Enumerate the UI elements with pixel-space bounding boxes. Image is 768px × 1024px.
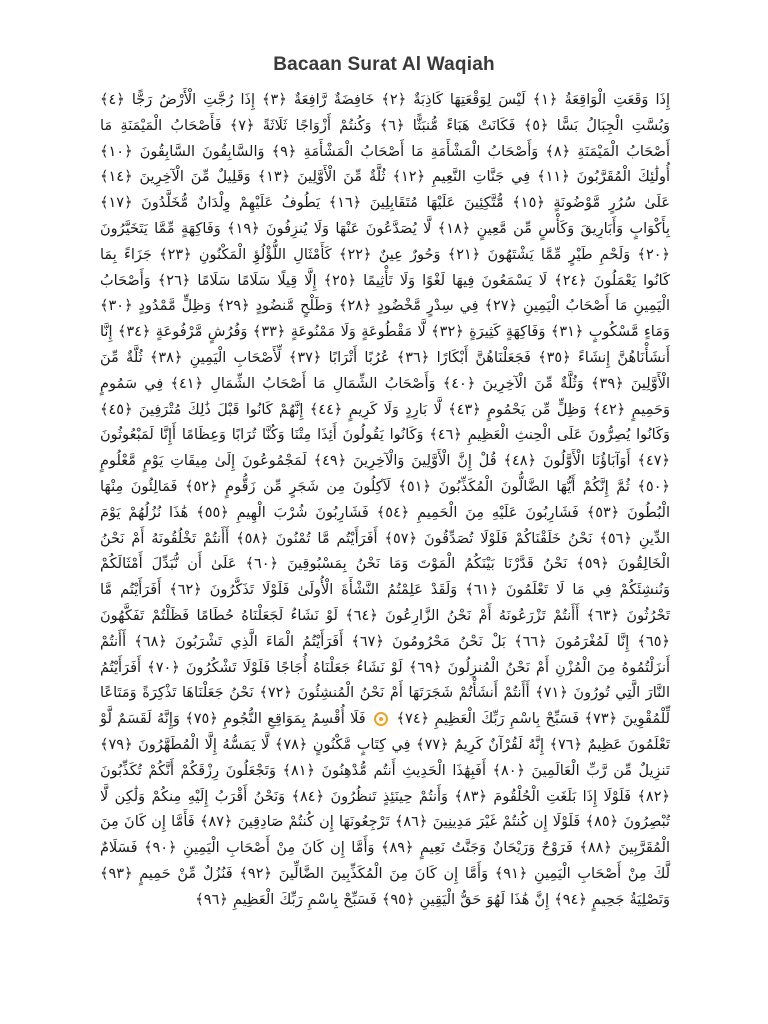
sajdah-marker-icon — [374, 712, 388, 726]
surah-text-part-2: فَلَا أُقْسِمُ بِمَوَاقِعِ النُّجُومِ ﴿٧٥﴾ وَإِنَّهُ لَقَسَمٌ لَّوْ تَعْلَمُونَ عَظِيمٌ ﴿٧٦﴾ إِنَّهُ لَقُرْآنٌ كَرِيمٌ ﴿٧٧﴾ فِي كِتَابٍ مَّكْنُونٍ ﴿٧٨﴾ لَّا يَمَسُّهُ إِلَّا الْمُطَهَّرُونَ ﴿٧٩﴾ تَنزِيلٌ مِّن رَّبِّ الْعَالَمِينَ ﴿٨٠﴾ أَفَبِهَٰذَا الْحَدِيثِ أَنتُم مُّدْهِنُونَ ﴿٨١﴾ وَتَجْعَلُونَ رِزْقَكُمْ أَنَّكُمْ تُكَذِّبُونَ ﴿٨٢﴾ فَلَوْلَا إِذَا بَلَغَتِ الْحُلْقُومَ ﴿٨٣﴾ وَأَنتُمْ حِينَئِذٍ تَنظُرُونَ ﴿٨٤﴾ وَنَحْنُ أَقْرَبُ إِلَيْهِ مِنكُمْ وَلَٰكِن لَّا تُبْصِرُونَ ﴿٨٥﴾ فَلَوْلَا إِن كُنتُمْ غَيْرَ مَدِينِينَ ﴿٨٦﴾ تَرْجِعُونَهَا إِن كُنتُمْ صَادِقِينَ ﴿٨٧﴾ فَأَمَّا إِن كَانَ مِنَ الْمُقَرَّبِينَ ﴿٨٨﴾ فَرَوْحٌ وَرَيْحَانٌ وَجَنَّتُ نَعِيمٍ ﴿٨٩﴾ وَأَمَّا إِن كَانَ مِنْ أَصْحَابِ الْيَمِينِ ﴿٩٠﴾ فَسَلَامٌ لَّكَ مِنْ أَصْحَابِ الْيَمِينِ ﴿٩١﴾ وَأَمَّا إِن كَانَ مِنَ الْمُكَذِّبِينَ الضَّالِّينَ ﴿٩٢﴾ فَنُزُلٌ مِّنْ حَمِيمٍ ﴿٩٣﴾ وَتَصْلِيَةُ جَحِيمٍ ﴿٩٤﴾ إِنَّ هَٰذَا لَهُوَ حَقُّ الْيَقِينِ ﴿٩٥﴾ فَسَبِّحْ بِاسْمِ رَبِّكَ الْعَظِيمِ ﴿٩٦﴾ — [100, 711, 671, 908]
page-title: Bacaan Surat Al Waqiah — [273, 54, 495, 75]
surah-text-part-1: إِذَا وَقَعَتِ الْوَاقِعَةُ ﴿١﴾ لَيْسَ لِوَقْعَتِهَا كَاذِبَةٌ ﴿٢﴾ خَافِضَةٌ رَّافِعَةٌ ﴿٣﴾ إِذَا رُجَّتِ الْأَرْضُ رَجًّا ﴿٤﴾ وَبُسَّتِ الْجِبَالُ بَسًّا ﴿٥﴾ فَكَانَتْ هَبَاءً مُّنبَثًّا ﴿٦﴾ وَكُنتُمْ أَزْوَاجًا ثَلَاثَةً ﴿٧﴾ فَأَصْحَابُ الْمَيْمَنَةِ مَا أَصْحَابُ الْمَيْمَنَةِ ﴿٨﴾ وَأَصْحَابُ الْمَشْأَمَةِ مَا أَصْحَابُ الْمَشْأَمَةِ ﴿٩﴾ وَالسَّابِقُونَ السَّابِقُونَ ﴿١٠﴾ أُولَٰئِكَ الْمُقَرَّبُونَ ﴿١١﴾ فِي جَنَّاتِ النَّعِيمِ ﴿١٢﴾ ثُلَّةٌ مِّنَ الْأَوَّلِينَ ﴿١٣﴾ وَقَلِيلٌ مِّنَ الْآخِرِينَ ﴿١٤﴾ عَلَىٰ سُرُرٍ مَّوْضُونَةٍ ﴿١٥﴾ مُّتَّكِئِينَ عَلَيْهَا مُتَقَابِلِينَ ﴿١٦﴾ يَطُوفُ عَلَيْهِمْ وِلْدَانٌ مُّخَلَّدُونَ ﴿١٧﴾ بِأَكْوَابٍ وَأَبَارِيقَ وَكَأْسٍ مِّن مَّعِينٍ ﴿١٨﴾ لَّا يُصَدَّعُونَ عَنْهَا وَلَا يُنزِفُونَ ﴿١٩﴾ وَفَاكِهَةٍ مِّمَّا يَتَخَيَّرُونَ ﴿٢٠﴾ وَلَحْمِ طَيْرٍ مِّمَّا يَشْتَهُونَ ﴿٢١﴾ وَحُورٌ عِينٌ ﴿٢٢﴾ كَأَمْثَالِ اللُّؤْلُؤِ الْمَكْنُونِ ﴿٢٣﴾ جَزَاءً بِمَا كَانُوا يَعْمَلُونَ ﴿٢٤﴾ لَا يَسْمَعُونَ فِيهَا لَغْوًا وَلَا تَأْثِيمًا ﴿٢٥﴾ إِلَّا قِيلًا سَلَامًا سَلَامًا ﴿٢٦﴾ وَأَصْحَابُ الْيَمِينِ مَا أَصْحَابُ الْيَمِينِ ﴿٢٧﴾ فِي سِدْرٍ مَّخْضُودٍ ﴿٢٨﴾ وَطَلْحٍ مَّنضُودٍ ﴿٢٩﴾ وَظِلٍّ مَّمْدُودٍ ﴿٣٠﴾ وَمَاءٍ مَّسْكُوبٍ ﴿٣١﴾ وَفَاكِهَةٍ كَثِيرَةٍ ﴿٣٢﴾ لَّا مَقْطُوعَةٍ وَلَا مَمْنُوعَةٍ ﴿٣٣﴾ وَفُرُشٍ مَّرْفُوعَةٍ ﴿٣٤﴾ إِنَّا أَنشَأْنَاهُنَّ إِنشَاءً ﴿٣٥﴾ فَجَعَلْنَاهُنَّ أَبْكَارًا ﴿٣٦﴾ عُرُبًا أَتْرَابًا ﴿٣٧﴾ لِّأَصْحَابِ الْيَمِينِ ﴿٣٨﴾ ثُلَّةٌ مِّنَ الْأَوَّلِينَ ﴿٣٩﴾ وَثُلَّةٌ مِّنَ الْآخِرِينَ ﴿٤٠﴾ وَأَصْحَابُ الشِّمَالِ مَا أَصْحَابُ الشِّمَالِ ﴿٤١﴾ فِي سَمُومٍ وَحَمِيمٍ ﴿٤٢﴾ وَظِلٍّ مِّن يَحْمُومٍ ﴿٤٣﴾ لَّا بَارِدٍ وَلَا كَرِيمٍ ﴿٤٤﴾ إِنَّهُمْ كَانُوا قَبْلَ ذَٰلِكَ مُتْرَفِينَ ﴿٤٥﴾ وَكَانُوا يُصِرُّونَ عَلَى الْحِنثِ الْعَظِيمِ ﴿٤٦﴾ وَكَانُوا يَقُولُونَ أَئِذَا مِتْنَا وَكُنَّا تُرَابًا وَعِظَامًا أَإِنَّا لَمَبْعُوثُونَ ﴿٤٧﴾ أَوَآبَاؤُنَا الْأَوَّلُونَ ﴿٤٨﴾ قُلْ إِنَّ الْأَوَّلِينَ وَالْآخِرِينَ ﴿٤٩﴾ لَمَجْمُوعُونَ إِلَىٰ مِيقَاتِ يَوْمٍ مَّعْلُومٍ ﴿٥٠﴾ ثُمَّ إِنَّكُمْ أَيُّهَا الضَّالُّونَ الْمُكَذِّبُونَ ﴿٥١﴾ لَآكِلُونَ مِن شَجَرٍ مِّن زَقُّومٍ ﴿٥٢﴾ فَمَالِئُونَ مِنْهَا الْبُطُونَ ﴿٥٣﴾ فَشَارِبُونَ عَلَيْهِ مِنَ الْحَمِيمِ ﴿٥٤﴾ فَشَارِبُونَ شُرْبَ الْهِيمِ ﴿٥٥﴾ هَٰذَا نُزُلُهُمْ يَوْمَ الدِّينِ ﴿٥٦﴾ نَحْنُ خَلَقْنَاكُمْ فَلَوْلَا تُصَدِّقُونَ ﴿٥٧﴾ أَفَرَأَيْتُم مَّا تُمْنُونَ ﴿٥٨﴾ أَأَنتُمْ تَخْلُقُونَهُ أَمْ نَحْنُ الْخَالِقُونَ ﴿٥٩﴾ نَحْنُ قَدَّرْنَا بَيْنَكُمُ الْمَوْتَ وَمَا نَحْنُ بِمَسْبُوقِينَ ﴿٦٠﴾ عَلَىٰ أَن نُّبَدِّلَ أَمْثَالَكُمْ وَنُنشِئَكُمْ فِي مَا لَا تَعْلَمُونَ ﴿٦١﴾ وَلَقَدْ عَلِمْتُمُ النَّشْأَةَ الْأُولَىٰ فَلَوْلَا تَذَكَّرُونَ ﴿٦٢﴾ أَفَرَأَيْتُم مَّا تَحْرُثُونَ ﴿٦٣﴾ أَأَنتُمْ تَزْرَعُونَهُ أَمْ نَحْنُ الزَّارِعُونَ ﴿٦٤﴾ لَوْ نَشَاءُ لَجَعَلْنَاهُ حُطَامًا فَظَلْتُمْ تَفَكَّهُونَ ﴿٦٥﴾ إِنَّا لَمُغْرَمُونَ ﴿٦٦﴾ بَلْ نَحْنُ مَحْرُومُونَ ﴿٦٧﴾ أَفَرَأَيْتُمُ الْمَاءَ الَّذِي تَشْرَبُونَ ﴿٦٨﴾ أَأَنتُمْ أَنزَلْتُمُوهُ مِنَ الْمُزْنِ أَمْ نَحْنُ الْمُنزِلُونَ ﴿٦٩﴾ لَوْ نَشَاءُ جَعَلْنَاهُ أُجَاجًا فَلَوْلَا تَشْكُرُونَ ﴿٧٠﴾ أَفَرَأَيْتُمُ النَّارَ الَّتِي تُورُونَ ﴿٧١﴾ أَأَنتُمْ أَنشَأْتُمْ شَجَرَتَهَا أَمْ نَحْنُ الْمُنشِئُونَ ﴿٧٢﴾ نَحْنُ جَعَلْنَاهَا تَذْكِرَةً وَمَتَاعًا لِّلْمُقْوِينَ ﴿٧٣﴾ فَسَبِّحْ بِاسْمِ رَبِّكَ الْعَظِيمِ ﴿٧٤﴾ — [100, 92, 671, 728]
surah-text — [100, 88, 671, 908]
